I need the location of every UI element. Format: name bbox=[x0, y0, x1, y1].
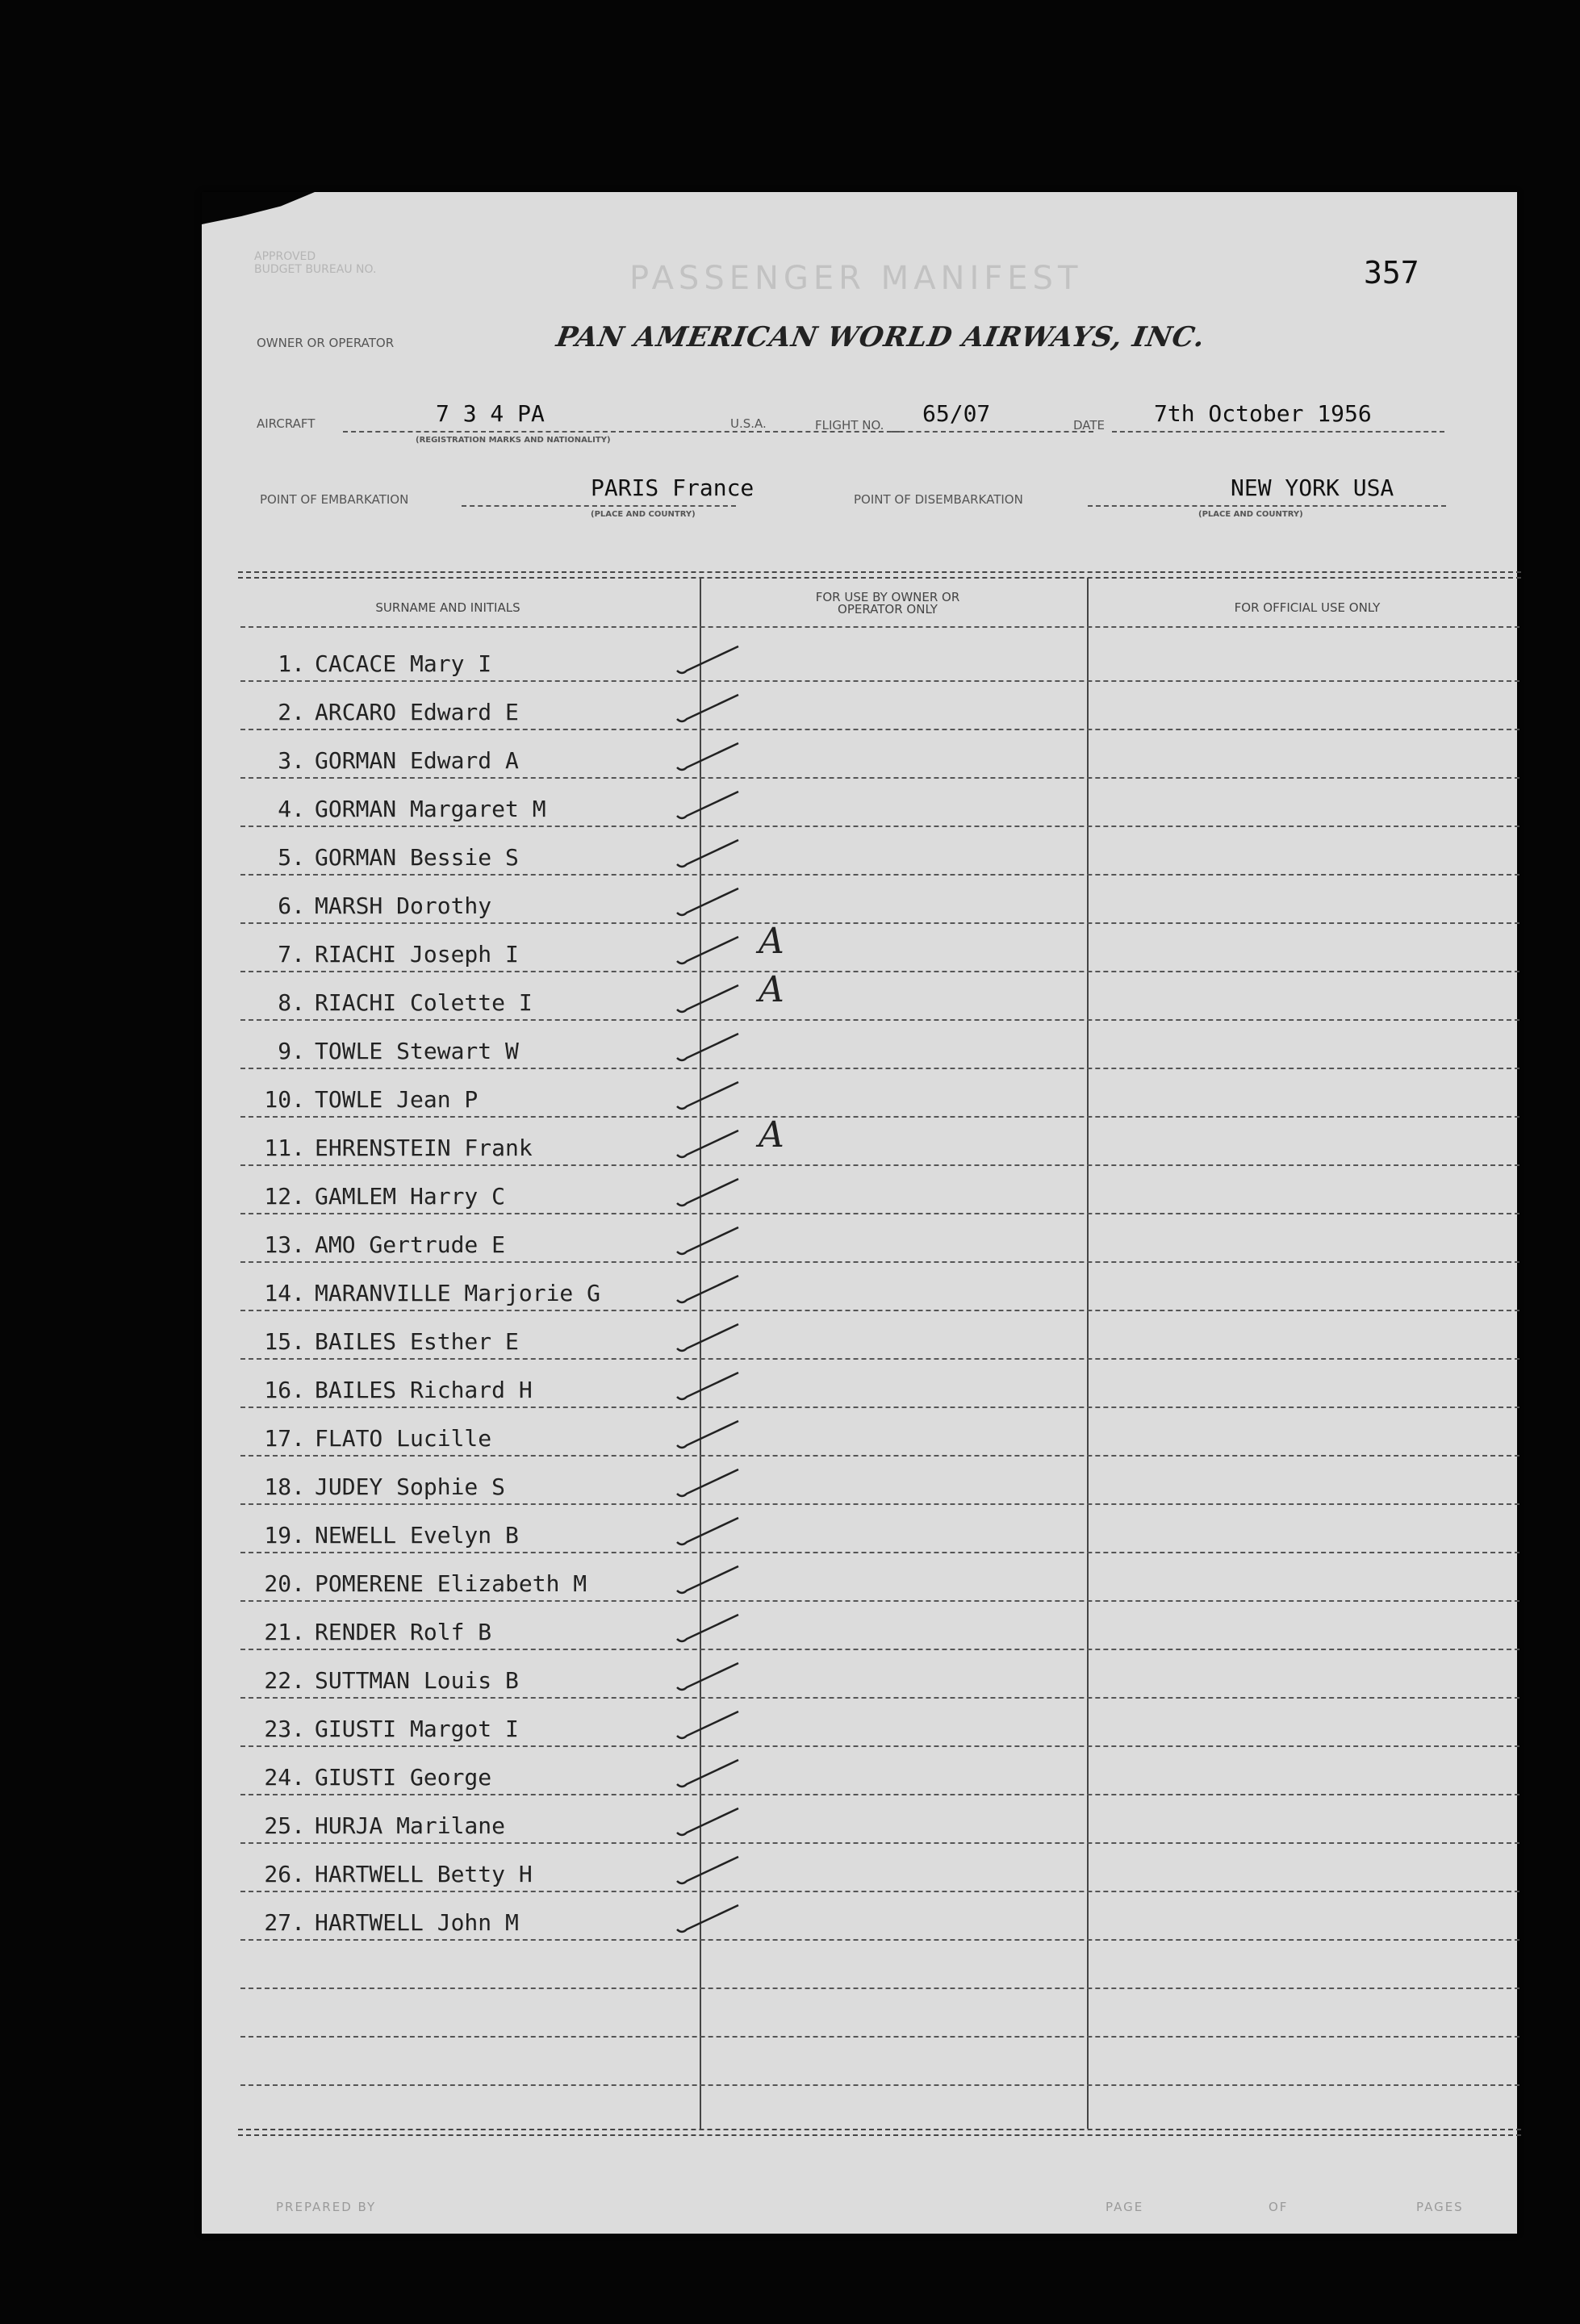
flight-date: 7th October 1956 bbox=[1154, 400, 1372, 427]
passenger-name: HARTWELL John M bbox=[315, 1909, 519, 1936]
passenger-name: GORMAN Edward A bbox=[315, 747, 519, 774]
aircraft-label: AIRCRAFT bbox=[257, 416, 316, 431]
check-mark-icon bbox=[674, 1321, 746, 1356]
aircraft-registration: 7 3 4 PA bbox=[436, 400, 545, 427]
manifest-sheet bbox=[202, 192, 1517, 2234]
passenger-number: 13. bbox=[264, 1231, 305, 1258]
column-header-owner: FOR USE BY OWNER OR OPERATOR ONLY bbox=[815, 590, 960, 617]
date-label: DATE bbox=[1073, 418, 1106, 433]
passenger-row bbox=[240, 1891, 1519, 1941]
passenger-number: 4. bbox=[278, 796, 305, 822]
check-mark-icon bbox=[674, 740, 746, 775]
passenger-number: 19. bbox=[264, 1522, 305, 1549]
check-mark-icon bbox=[674, 643, 746, 679]
passenger-row bbox=[240, 1164, 1519, 1214]
passenger-number: 14. bbox=[264, 1280, 305, 1306]
registration-caption: (REGISTRATION MARKS AND NATIONALITY) bbox=[416, 436, 611, 445]
passenger-number: 1. bbox=[278, 650, 305, 677]
passenger-name: FLATO Lucille bbox=[315, 1425, 492, 1452]
passenger-name: GIUSTI George bbox=[315, 1764, 492, 1791]
check-mark-icon bbox=[674, 1708, 746, 1744]
flight-label: FLIGHT NO. bbox=[815, 418, 884, 433]
passenger-number: 27. bbox=[264, 1909, 305, 1936]
flight-number: 65/07 bbox=[922, 400, 991, 427]
embarkation-label: POINT OF EMBARKATION bbox=[260, 492, 409, 507]
check-mark-icon bbox=[674, 1563, 746, 1599]
passenger-number: 12. bbox=[264, 1183, 305, 1210]
passenger-number: 26. bbox=[264, 1861, 305, 1887]
blank-row bbox=[240, 1988, 1519, 2038]
passenger-row bbox=[240, 826, 1519, 876]
passenger-name: RIACHI Joseph I bbox=[315, 941, 519, 968]
check-mark-icon bbox=[674, 1176, 746, 1211]
column-header-name: SURNAME AND INITIALS bbox=[375, 600, 520, 615]
check-mark-icon bbox=[674, 1805, 746, 1841]
annotation-mark: A bbox=[759, 1114, 784, 1156]
passenger-row bbox=[240, 1358, 1519, 1408]
passenger-name: NEWELL Evelyn B bbox=[315, 1522, 519, 1549]
passenger-number: 25. bbox=[264, 1812, 305, 1839]
passenger-row bbox=[240, 922, 1519, 972]
check-mark-icon bbox=[674, 1369, 746, 1405]
passenger-name: BAILES Esther E bbox=[315, 1328, 519, 1355]
disembarkation-rule bbox=[1088, 505, 1446, 507]
pages-label: PAGES bbox=[1416, 2200, 1464, 2214]
passenger-row bbox=[240, 1794, 1519, 1844]
check-mark-icon bbox=[674, 1273, 746, 1308]
flight-rule bbox=[892, 431, 1093, 433]
of-label: OF bbox=[1269, 2200, 1289, 2214]
passenger-number: 10. bbox=[264, 1086, 305, 1113]
passenger-row bbox=[240, 777, 1519, 827]
passenger-name: ARCARO Edward E bbox=[315, 699, 519, 725]
passenger-row bbox=[240, 1745, 1519, 1795]
approved-stamp bbox=[254, 250, 376, 276]
passenger-name: TOWLE Stewart W bbox=[315, 1038, 519, 1064]
passenger-name: RIACHI Colette I bbox=[315, 989, 533, 1016]
passenger-name: JUDEY Sophie S bbox=[315, 1473, 506, 1500]
check-mark-icon bbox=[674, 1224, 746, 1260]
passenger-row bbox=[240, 1116, 1519, 1166]
passenger-row bbox=[240, 1600, 1519, 1650]
passenger-row bbox=[240, 729, 1519, 779]
passenger-number: 15. bbox=[264, 1328, 305, 1355]
check-mark-icon bbox=[674, 1030, 746, 1066]
passenger-name: GORMAN Bessie S bbox=[315, 844, 519, 871]
passenger-number: 5. bbox=[278, 844, 305, 871]
passenger-number: 24. bbox=[264, 1764, 305, 1791]
passenger-name: GIUSTI Margot I bbox=[315, 1716, 519, 1742]
passenger-row bbox=[240, 1310, 1519, 1360]
passenger-number: 16. bbox=[264, 1377, 305, 1403]
passenger-row bbox=[240, 1407, 1519, 1457]
passenger-number: 7. bbox=[278, 941, 305, 968]
check-mark-icon bbox=[674, 1902, 746, 1937]
passenger-number: 3. bbox=[278, 747, 305, 774]
passenger-row bbox=[240, 1455, 1519, 1505]
check-mark-icon bbox=[674, 1854, 746, 1889]
blank-row bbox=[240, 2036, 1519, 2086]
passenger-name: BAILES Richard H bbox=[315, 1377, 533, 1403]
check-mark-icon bbox=[674, 692, 746, 727]
passenger-number: 17. bbox=[264, 1425, 305, 1452]
approved-line: APPROVED bbox=[254, 250, 316, 263]
passenger-row bbox=[240, 1552, 1519, 1602]
passenger-row bbox=[240, 680, 1519, 730]
table-bottom-rule bbox=[238, 2129, 1521, 2136]
budget-line: BUDGET BUREAU NO. bbox=[254, 263, 377, 276]
passenger-number: 20. bbox=[264, 1570, 305, 1597]
passenger-number: 9. bbox=[278, 1038, 305, 1064]
passenger-name: SUTTMAN Louis B bbox=[315, 1667, 519, 1694]
embarkation-rule bbox=[462, 505, 736, 507]
check-mark-icon bbox=[674, 885, 746, 921]
passenger-name: AMO Gertrude E bbox=[315, 1231, 506, 1258]
check-mark-icon bbox=[674, 1466, 746, 1502]
embarkation-place: PARIS France bbox=[591, 474, 754, 501]
check-mark-icon bbox=[674, 1611, 746, 1647]
page-label: PAGE bbox=[1106, 2200, 1144, 2214]
table-top-rule bbox=[238, 571, 1521, 579]
passenger-name: GORMAN Margaret M bbox=[315, 796, 546, 822]
document-title: PASSENGER MANIFEST bbox=[629, 260, 1083, 297]
passenger-name: EHRENSTEIN Frank bbox=[315, 1135, 533, 1161]
disembarkation-caption: (PLACE AND COUNTRY) bbox=[1198, 510, 1303, 519]
passenger-number: 2. bbox=[278, 699, 305, 725]
passenger-row bbox=[240, 1842, 1519, 1892]
disembarkation-label: POINT OF DISEMBARKATION bbox=[854, 492, 1023, 507]
owner-label: OWNER OR OPERATOR bbox=[257, 336, 395, 350]
passenger-name: TOWLE Jean P bbox=[315, 1086, 479, 1113]
embarkation-caption: (PLACE AND COUNTRY) bbox=[591, 510, 696, 519]
passenger-number: 8. bbox=[278, 989, 305, 1016]
passenger-number: 21. bbox=[264, 1619, 305, 1645]
passenger-name: MARANVILLE Marjorie G bbox=[315, 1280, 601, 1306]
passenger-number: 6. bbox=[278, 892, 305, 919]
check-mark-icon bbox=[674, 1660, 746, 1695]
passenger-name: CACACE Mary I bbox=[315, 650, 492, 677]
passenger-row bbox=[240, 1019, 1519, 1069]
date-rule bbox=[1112, 431, 1444, 433]
passenger-row bbox=[240, 1503, 1519, 1553]
passenger-row bbox=[240, 1261, 1519, 1311]
blank-row bbox=[240, 1939, 1519, 1989]
passenger-row bbox=[240, 1649, 1519, 1699]
passenger-name: MARSH Dorothy bbox=[315, 892, 492, 919]
passenger-name: HURJA Marilane bbox=[315, 1812, 506, 1839]
passenger-number: 23. bbox=[264, 1716, 305, 1742]
check-mark-icon bbox=[674, 788, 746, 824]
page-number: 357 bbox=[1364, 255, 1419, 290]
passenger-number: 22. bbox=[264, 1667, 305, 1694]
owner-name: PAN AMERICAN WORLD AIRWAYS, INC. bbox=[554, 321, 1208, 353]
passenger-name: RENDER Rolf B bbox=[315, 1619, 492, 1645]
passenger-row bbox=[240, 1213, 1519, 1263]
annotation-mark: A bbox=[759, 921, 784, 962]
check-mark-icon bbox=[674, 1079, 746, 1114]
check-mark-icon bbox=[674, 1757, 746, 1792]
passenger-row bbox=[240, 874, 1519, 924]
passenger-name: POMERENE Elizabeth M bbox=[315, 1570, 587, 1597]
passenger-number: 18. bbox=[264, 1473, 305, 1500]
check-mark-icon bbox=[674, 1127, 746, 1163]
prepared-by-label: PREPARED BY bbox=[276, 2200, 377, 2214]
passenger-number: 11. bbox=[264, 1135, 305, 1161]
passenger-row bbox=[240, 1697, 1519, 1747]
check-mark-icon bbox=[674, 1418, 746, 1453]
disembarkation-place: NEW YORK USA bbox=[1231, 474, 1394, 501]
header-bottom-rule bbox=[240, 626, 1519, 628]
annotation-mark: A bbox=[759, 969, 784, 1010]
check-mark-icon bbox=[674, 982, 746, 1018]
passenger-row bbox=[240, 1068, 1519, 1118]
check-mark-icon bbox=[674, 837, 746, 872]
column-header-official: FOR OFFICIAL USE ONLY bbox=[1234, 600, 1381, 615]
passenger-row bbox=[240, 632, 1519, 682]
passenger-row bbox=[240, 971, 1519, 1021]
check-mark-icon bbox=[674, 1515, 746, 1550]
passenger-name: GAMLEM Harry C bbox=[315, 1183, 506, 1210]
check-mark-icon bbox=[674, 934, 746, 969]
aircraft-country: U.S.A. bbox=[730, 416, 767, 431]
passenger-name: HARTWELL Betty H bbox=[315, 1861, 533, 1887]
